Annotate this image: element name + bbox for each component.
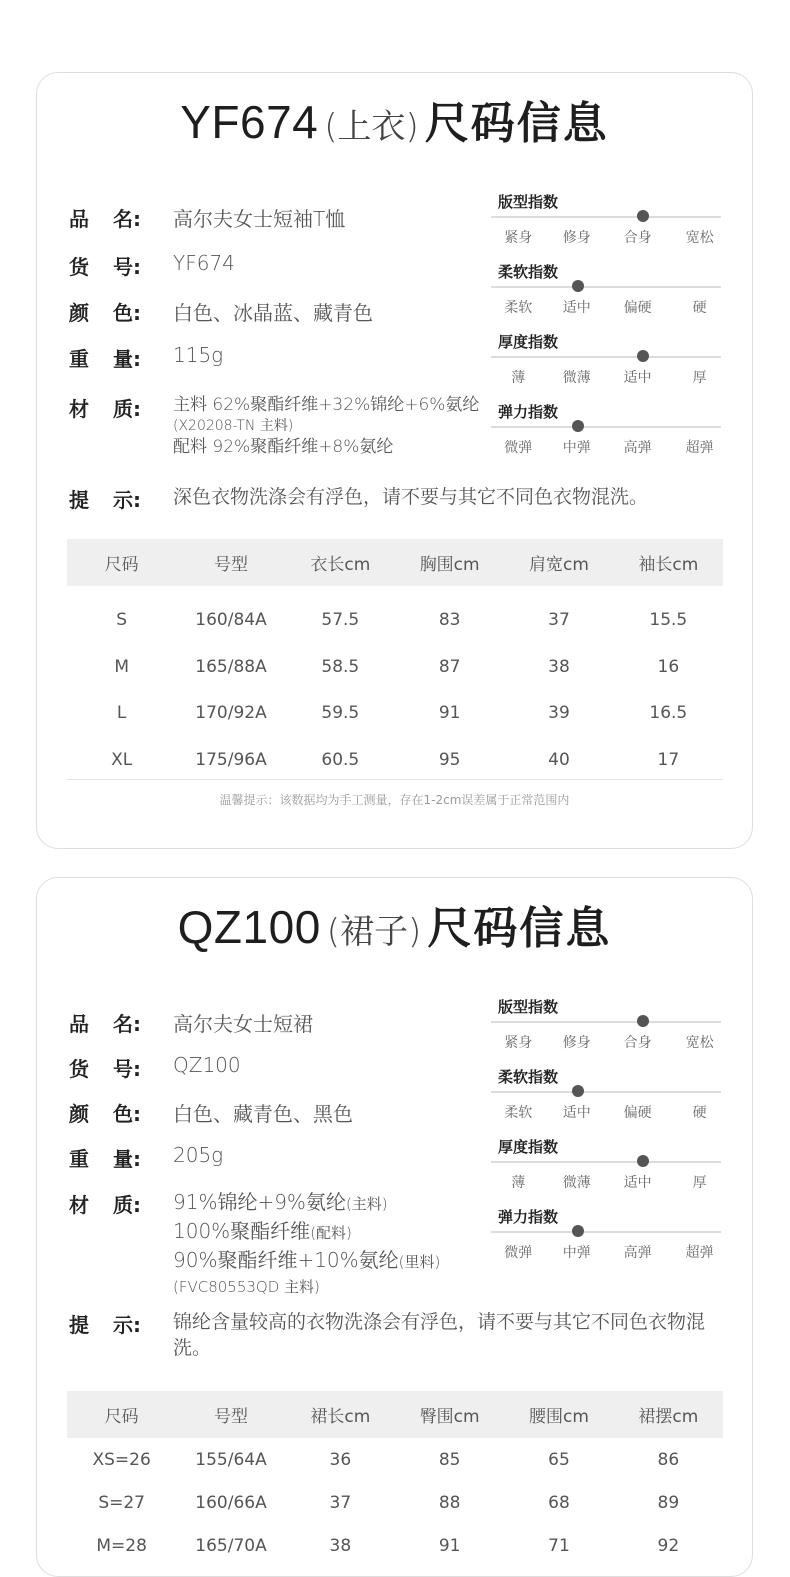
weight-row (69, 343, 223, 372)
thickness-option: 薄 (511, 1175, 526, 1191)
material-line-2: 100%聚酯纤维(配料) (173, 1219, 352, 1243)
material-line-2: (X20208-TN 主料) (173, 418, 294, 434)
size-table (67, 1391, 723, 1567)
fit-index-track (491, 216, 721, 218)
softness-option: 适中 (562, 300, 591, 316)
fit-index-marker (637, 210, 649, 222)
material-label: 材 质: (69, 397, 141, 421)
material-line-1: 91%锦纶+9%氨纶(主料) (173, 1190, 388, 1214)
thickness-option: 薄 (511, 370, 526, 386)
product-category: (裙子) (326, 912, 422, 952)
product-category: (上衣) (324, 107, 419, 147)
header-shoulder: 肩宽cm (504, 539, 613, 586)
color-value: 白色、冰晶蓝、藏青色 (173, 301, 373, 325)
table-cell: 16.5 (649, 703, 688, 724)
thickness-index-track (491, 1161, 721, 1163)
table-cell: 175/96A (195, 749, 267, 770)
care-tip-value: 深色衣物洗涤会有浮色，请不要与其它不同色衣物混洗。 (173, 486, 649, 508)
product-name-label: 品 名: (69, 207, 141, 231)
thickness-index (489, 331, 723, 401)
thickness-index (489, 1136, 723, 1206)
size-table-header (67, 539, 723, 586)
table-row (67, 586, 723, 644)
fit-option: 宽松 (685, 1035, 714, 1051)
table-cell: 17 (657, 749, 680, 770)
product-name-row (69, 1008, 313, 1037)
card-title (37, 96, 752, 149)
header-length: 衣长cm (286, 539, 395, 586)
product-name-row (69, 203, 345, 232)
table-cell: 36 (329, 1449, 352, 1470)
table-cell: 91 (438, 1535, 461, 1556)
thickness-index-title: 厚度指数 (498, 1138, 559, 1156)
color-label: 颜 色: (69, 1102, 141, 1126)
elasticity-index-track (491, 1231, 721, 1233)
table-cell: S=27 (98, 1492, 145, 1513)
table-cell: 37 (548, 610, 570, 631)
elasticity-index-track (491, 426, 721, 428)
elasticity-index-marker (572, 1225, 584, 1237)
table-cell: 95 (438, 749, 461, 770)
material-value (173, 1189, 440, 1298)
index-panel (489, 191, 723, 471)
softness-option: 偏硬 (623, 300, 652, 316)
header-chest: 胸围cm (395, 539, 504, 586)
table-cell: 38 (548, 656, 570, 677)
table-row (67, 1481, 723, 1524)
material-line-3: 配料 92%聚酯纤维+8%氨纶 (173, 437, 394, 457)
elasticity-option: 中弹 (562, 1245, 591, 1261)
size-table (67, 539, 723, 783)
softness-index-marker (572, 280, 584, 292)
table-cell: 68 (548, 1492, 570, 1513)
material-line-1: 主料 62%聚酯纤维+32%锦纶+6%氨纶 (173, 395, 480, 415)
table-cell: 59.5 (321, 703, 360, 724)
care-tip-value: 锦纶含量较高的衣物洗涤会有浮色，请不要与其它不同色衣物混洗。 (173, 1311, 706, 1359)
fit-option: 修身 (562, 230, 591, 246)
fit-option: 宽松 (685, 230, 714, 246)
softness-index-track (491, 286, 721, 288)
elasticity-option: 超弹 (685, 440, 714, 456)
table-cell: 39 (548, 703, 570, 724)
color-row (69, 297, 373, 326)
softness-option: 偏硬 (623, 1105, 652, 1121)
material-value (173, 393, 479, 459)
size-info-card-qz100 (36, 877, 753, 1577)
header-model: 号型 (176, 1391, 285, 1438)
elasticity-option: 高弹 (623, 1245, 652, 1261)
table-cell: 40 (548, 749, 570, 770)
sku-row (69, 1053, 241, 1082)
elasticity-index-marker (572, 420, 584, 432)
table-cell: S (116, 610, 128, 631)
material-row (69, 1189, 440, 1298)
table-cell: 88 (438, 1492, 461, 1513)
table-cell: XS=26 (92, 1449, 151, 1470)
thickness-option: 微薄 (562, 370, 591, 386)
care-tip-row (69, 484, 733, 513)
product-name-label: 品 名: (69, 1012, 141, 1036)
table-cell: 57.5 (321, 610, 360, 631)
sku-value: YF674 (173, 251, 235, 275)
material-label: 材 质: (69, 1193, 141, 1217)
table-cell: 160/84A (195, 610, 267, 631)
header-waist: 腰围cm (504, 1391, 613, 1438)
title-suffix: 尺码信息 (427, 903, 612, 954)
thickness-index-track (491, 356, 721, 358)
header-size: 尺码 (67, 1391, 176, 1438)
table-cell: 165/70A (195, 1535, 267, 1556)
table-cell: 71 (548, 1535, 570, 1556)
weight-value: 205g (173, 1143, 224, 1167)
table-cell: 87 (438, 656, 461, 677)
thickness-option: 适中 (623, 1175, 652, 1191)
table-cell: 155/64A (195, 1449, 267, 1470)
care-tip-label: 提 示: (69, 488, 141, 512)
table-cell: 92 (657, 1535, 680, 1556)
table-divider (67, 779, 723, 780)
table-cell: 37 (329, 1492, 352, 1513)
fit-option: 修身 (562, 1035, 591, 1051)
table-cell: 83 (438, 610, 461, 631)
softness-option: 硬 (692, 1105, 707, 1121)
softness-index (489, 261, 723, 331)
fit-index (489, 996, 723, 1066)
table-row (67, 644, 723, 691)
header-sleeve: 袖长cm (614, 539, 723, 586)
fit-option: 紧身 (504, 230, 533, 246)
fit-index-title: 版型指数 (498, 998, 559, 1016)
thickness-option: 微薄 (562, 1175, 591, 1191)
color-row (69, 1098, 353, 1127)
measurement-footnote: 温馨提示：该数据均为手工测量，存在1-2cm误差属于正常范围内 (219, 793, 570, 807)
size-info-card-yf674 (36, 72, 753, 849)
header-hip: 臀围cm (395, 1391, 504, 1438)
elasticity-option: 超弹 (685, 1245, 714, 1261)
table-cell: XL (111, 749, 133, 770)
sku-label: 货 号: (69, 255, 141, 279)
table-cell: M (114, 656, 129, 677)
elasticity-index (489, 401, 723, 471)
table-cell: 170/92A (195, 703, 267, 724)
sku-label: 货 号: (69, 1057, 141, 1081)
elasticity-option: 中弹 (562, 440, 591, 456)
sku-row (69, 251, 235, 280)
table-cell: 60.5 (321, 749, 360, 770)
sku-value: QZ100 (173, 1053, 241, 1077)
softness-option: 适中 (562, 1105, 591, 1121)
softness-index-title: 柔软指数 (498, 263, 559, 281)
thickness-option: 厚 (692, 370, 707, 386)
table-cell: 38 (329, 1535, 352, 1556)
thickness-option: 厚 (692, 1175, 707, 1191)
fit-index-title: 版型指数 (498, 193, 559, 211)
header-skirt-length: 裙长cm (286, 1391, 395, 1438)
elasticity-index-title: 弹力指数 (498, 1208, 559, 1226)
table-cell: 85 (438, 1449, 461, 1470)
header-size: 尺码 (67, 539, 176, 586)
elasticity-option: 高弹 (623, 440, 652, 456)
thickness-option: 适中 (623, 370, 652, 386)
thickness-index-marker (637, 1155, 649, 1167)
table-cell: 160/66A (195, 1492, 267, 1513)
material-line-4: (FVC80553QD 主料) (173, 1278, 320, 1296)
title-suffix: 尺码信息 (424, 98, 609, 149)
fit-index-marker (637, 1015, 649, 1027)
size-table-header (67, 1391, 723, 1438)
table-cell: 165/88A (195, 656, 267, 677)
fit-option: 紧身 (504, 1035, 533, 1051)
fit-option: 合身 (623, 1035, 652, 1051)
thickness-index-title: 厚度指数 (498, 333, 559, 351)
product-name-value: 高尔夫女士短裙 (173, 1012, 313, 1036)
elasticity-option: 微弹 (504, 440, 533, 456)
table-cell: 89 (657, 1492, 680, 1513)
softness-index-title: 柔软指数 (498, 1068, 559, 1086)
table-cell: 15.5 (649, 610, 688, 631)
softness-option: 柔软 (504, 1105, 533, 1121)
color-label: 颜 色: (69, 301, 141, 325)
table-cell: M=28 (96, 1535, 147, 1556)
thickness-index-marker (637, 350, 649, 362)
table-cell: 58.5 (321, 656, 360, 677)
product-code-heading: QZ100 (177, 901, 321, 953)
table-row (67, 737, 723, 784)
softness-index-track (491, 1091, 721, 1093)
weight-label: 重 量: (69, 347, 141, 371)
table-cell: 65 (548, 1449, 570, 1470)
table-cell: 91 (438, 703, 461, 724)
care-tip-label: 提 示: (69, 1313, 141, 1337)
softness-index-marker (572, 1085, 584, 1097)
color-value: 白色、藏青色、黑色 (173, 1102, 353, 1126)
elasticity-option: 微弹 (504, 1245, 533, 1261)
fit-option: 合身 (623, 230, 652, 246)
table-cell: 16 (657, 656, 680, 677)
table-cell: L (116, 703, 127, 724)
table-row (67, 1438, 723, 1481)
material-line-3: 90%聚酯纤维+10%氨纶(里料) (173, 1248, 441, 1272)
material-row (69, 393, 479, 459)
elasticity-index-title: 弹力指数 (498, 403, 559, 421)
softness-option: 柔软 (504, 300, 533, 316)
fit-index (489, 191, 723, 261)
table-row (67, 690, 723, 737)
index-panel (489, 996, 723, 1276)
softness-option: 硬 (692, 300, 707, 316)
header-model: 号型 (176, 539, 285, 586)
weight-row (69, 1143, 223, 1172)
care-tip-row (69, 1309, 733, 1361)
product-name-value: 高尔夫女士短袖T恤 (173, 207, 346, 231)
elasticity-index (489, 1206, 723, 1276)
product-code-heading: YF674 (180, 96, 319, 148)
weight-value: 115g (173, 343, 224, 367)
header-hem: 裙摆cm (614, 1391, 723, 1438)
softness-index (489, 1066, 723, 1136)
table-cell: 86 (657, 1449, 680, 1470)
card-title (37, 901, 752, 954)
fit-index-track (491, 1021, 721, 1023)
weight-label: 重 量: (69, 1147, 141, 1171)
